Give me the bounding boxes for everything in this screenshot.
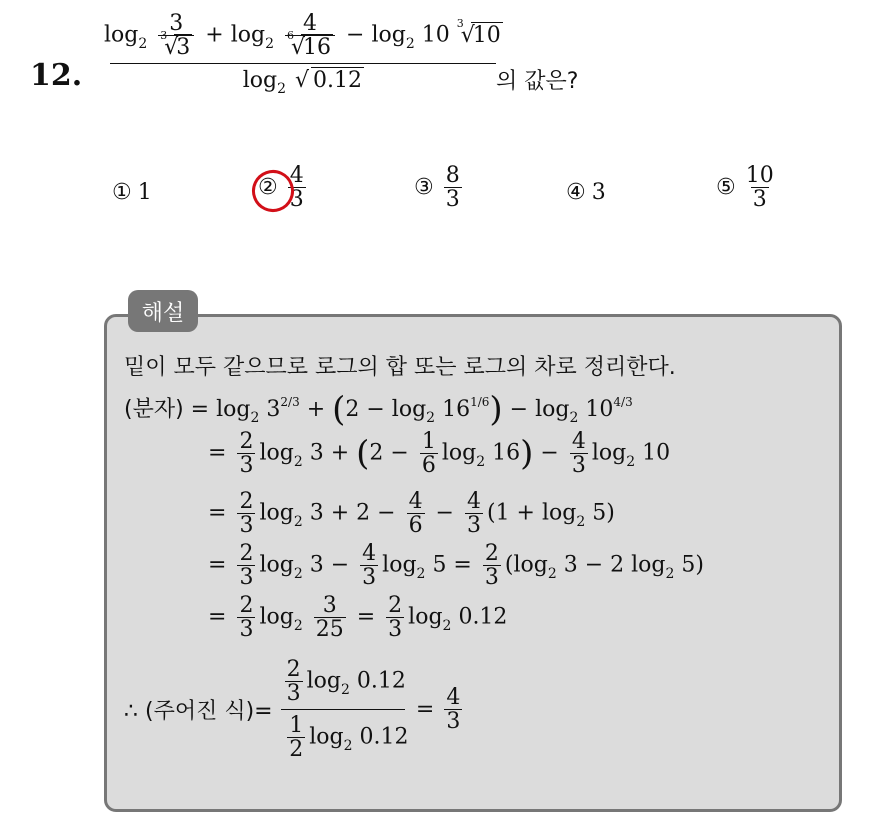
solution-line-4: = $\frac{2}{3}$ $\log_2 3$ − $\frac{4}{3}$ $\log_2 5$ = $\frac{2}{3}$ ($\log_2$ 3 − 2 $\log_2 5$) [208,541,705,591]
question-expression [104,11,503,98]
choice-2[interactable]: ② $\frac{4}{3}$ [258,163,304,213]
question-number: 12. [30,58,83,93]
choice-1[interactable]: ① 1 [112,180,152,205]
solution-line-2: = $\frac{2}{3}$ $\log_2 3 + (2$ − $\frac{1}{6}$ $\log_2 16$) − $\frac{4}{3}$ $\log_2 10$ [208,429,671,479]
expression-numerator: $\log_2$ 3 3 √ 3 + $\log_2$ 4 6 √ 16 − $\log_2 10$ 3 √ 10 [104,11,501,61]
solution-line-1: (분자) = $\log_2 3^{2/3} + (2 - \log_2 16^{1/6}) - \log_2 10^{4/3}$ [124,389,633,430]
solution-line-3: = $\frac{2}{3}$ $\log_2 3 + 2$ − $\frac{4}{6}$ − $\frac{4}{3}$ $(1 + \log_2 5)$ [208,489,615,539]
choice-4[interactable]: ④ 3 [566,180,606,205]
choice-5[interactable]: ⑤ $\frac{10}{3}$ [716,163,774,213]
choice-3[interactable]: ③ $\frac{8}{3}$ [414,163,460,213]
solution-tag: 해설 [128,290,198,332]
solution-line-5: = $\frac{2}{3}$ $\log_2$ $\frac{3}{25}$ = $\frac{2}{3}$ $\log_2 0.12$ [208,593,508,643]
question-suffix: 의 값은? [496,69,579,94]
solution-intro: 밑이 모두 같으므로 로그의 합 또는 로그의 차로 정리한다. [124,355,676,380]
expression-denominator: $\log_2$ √ 0.12 [242,68,363,98]
solution-conclusion: ∴ (주어진 식)= $\frac{2}{3}$ $\log_2 0.12$ $\frac{1}{2}$ $\log_2 0.12$ = $\frac{4}{3}$ [124,657,461,763]
